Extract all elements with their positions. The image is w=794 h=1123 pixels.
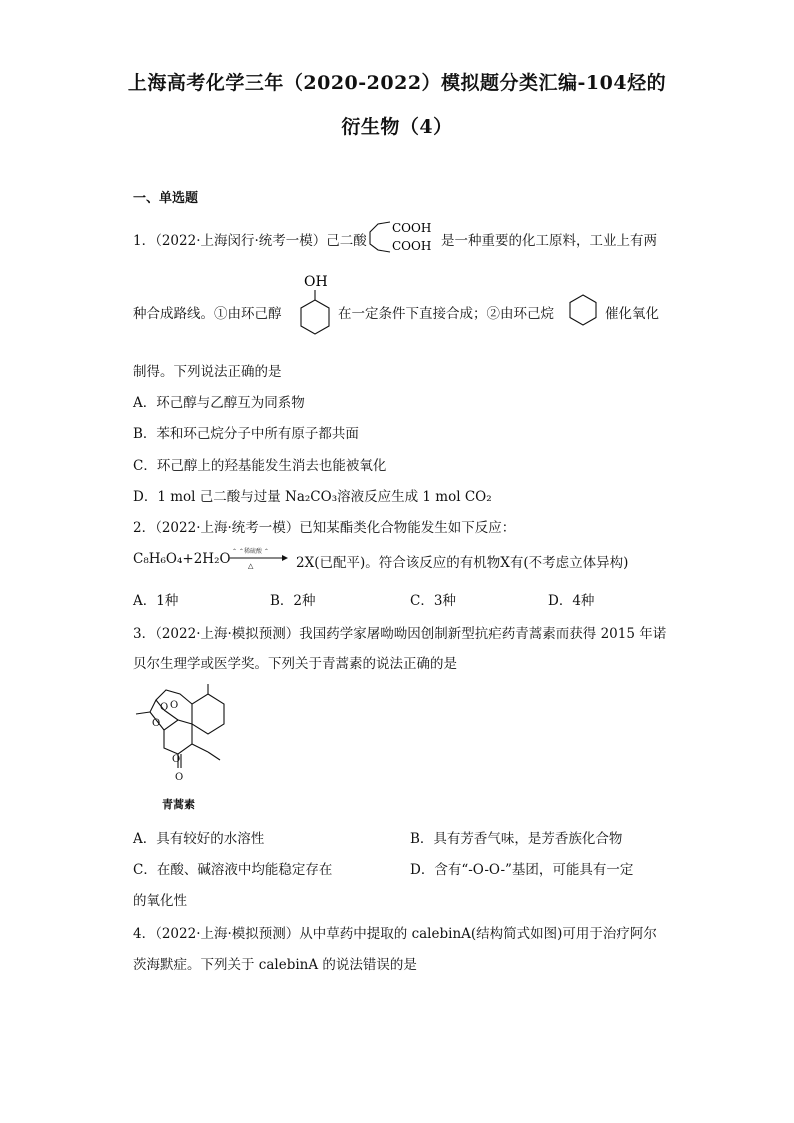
q3-option-d-continued: 的氧化性	[133, 893, 187, 909]
q2-stem: 2．（2022·上海·统考一模）已知某酯类化合物能发生如下反应：	[133, 520, 516, 536]
q3-option-d: D．含有“-O-O-”基团，可能具有一定	[410, 862, 634, 878]
q3-option-b: B．具有芳香气味，是芳香族化合物	[410, 831, 623, 847]
q2-option-d: D．4种	[548, 593, 595, 609]
q2-option-a: A．1种	[133, 593, 179, 609]
artemisinin-structure	[128, 680, 238, 798]
cooh-bottom-label: COOH	[392, 239, 432, 253]
cooh-top-label: COOH	[392, 221, 432, 235]
svg-text:⌃ ⌃稀硫酸 ⌃: ⌃ ⌃稀硫酸 ⌃	[232, 548, 269, 555]
q1-stem-part4: 在一定条件下直接合成；②由环己烷	[338, 306, 554, 322]
q3-option-a: A．具有较好的水溶性	[133, 831, 265, 847]
q1-stem-part3: 种合成路线。①由环己醇	[133, 306, 282, 322]
q2-option-c: C．3种	[410, 593, 456, 609]
cyclohexanol-structure	[288, 270, 336, 348]
section-heading: 一、单选题	[133, 191, 199, 206]
svg-text:O: O	[160, 702, 169, 713]
q2-option-b: B．2种	[270, 593, 316, 609]
svg-text:△: △	[248, 562, 254, 570]
q1-stem-part5: 催化氧化	[605, 306, 659, 322]
q4-stem-line1: 4．（2022·上海·模拟预测）从中草药中提取的 calebinA(结构简式如图)可用于治疗阿尔	[133, 926, 657, 942]
q1-option-b: B．苯和环己烷分子中所有原子都共面	[133, 426, 359, 442]
svg-text:O: O	[175, 772, 184, 783]
q2-reaction-right: 2X(已配平)。符合该反应的有机物X有(不考虑立体异构)	[296, 555, 629, 571]
q4-stem-line2: 茨海默症。下列关于 calebinA 的说法错误的是	[133, 957, 417, 973]
q3-stem-line2: 贝尔生理学或医学奖。下列关于青蒿素的说法正确的是	[133, 656, 457, 672]
svg-text:O: O	[172, 754, 181, 765]
q1-stem-part6: 制得。下列说法正确的是	[133, 364, 282, 380]
reaction-arrow	[228, 546, 288, 570]
artemisinin-label: 青蒿素	[162, 798, 195, 811]
adipic-acid-structure	[362, 218, 442, 256]
page-title: 上海高考化学三年（2020-2022）模拟题分类汇编-104烃的	[127, 72, 667, 94]
q2-reaction-left: C₈H₆O₄+2H₂O	[133, 551, 231, 567]
q1-option-c: C．环己醇上的羟基能发生消去也能被氧化	[133, 458, 387, 474]
svg-text:O: O	[170, 700, 179, 711]
q3-option-c: C．在酸、碱溶液中均能稳定存在	[133, 862, 333, 878]
q1-stem-part2: 是一种重要的化工原料，工业上有两	[441, 233, 657, 249]
q3-stem-line1: 3．（2022·上海·模拟预测）我国药学家屠呦呦因创制新型抗疟药青蒿素而获得 2015 年诺	[133, 626, 667, 642]
cyclohexane-structure	[566, 293, 600, 327]
q1-stem-part1: 1．（2022·上海闵行·统考一模）己二酸	[133, 233, 367, 249]
q1-option-a: A．环己醇与乙醇互为同系物	[133, 395, 305, 411]
page-title-line2: 衍生物（4）	[341, 116, 453, 138]
svg-text:O: O	[152, 718, 161, 729]
q1-option-d: D．1 mol 己二酸与过量 Na₂CO₃溶液反应生成 1 mol CO₂	[133, 489, 492, 505]
oh-label: OH	[304, 274, 328, 290]
